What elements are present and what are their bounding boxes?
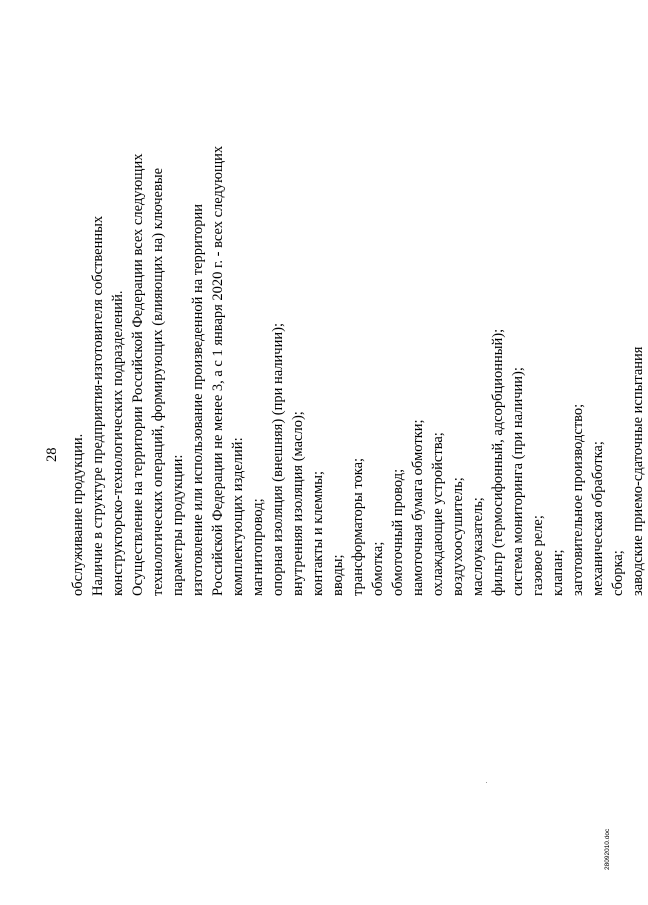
- text-line: внутренняя изоляция (масло);: [290, 411, 306, 596]
- footer-file-code: 28092010.doc: [604, 828, 611, 870]
- text-line: вводы;: [330, 554, 346, 596]
- text-line: клапан;: [550, 549, 566, 596]
- text-line: обслуживание продукции.: [70, 433, 86, 596]
- text-line: система мониторинга (при наличии);: [510, 367, 526, 596]
- text-line: опорная изоляция (внешняя) (при наличии);: [270, 323, 286, 596]
- text-line: Российской Федерации не менее 3, а с 1 января 2020 г. - всех следующих: [210, 145, 226, 596]
- text-line: обмотка;: [370, 541, 386, 596]
- text-line: параметры продукции:: [170, 454, 186, 596]
- text-line: охлаждающие устройства;: [430, 432, 446, 596]
- text-line: фильтр (термосифонный, адсорбционный);: [490, 328, 506, 596]
- text-line: конструкторско-технологических подразделений.: [110, 290, 126, 596]
- text-line: трансформаторы тока;: [350, 457, 366, 596]
- scan-speck: [486, 782, 487, 783]
- text-line: намоточная бумага обмотки;: [410, 419, 426, 596]
- document-text-block: [68, 76, 646, 596]
- text-line: механическая обработка;: [590, 441, 606, 596]
- text-line: изготовление или использование произведенной на территории: [190, 204, 206, 596]
- page-number: 28: [44, 447, 60, 462]
- text-line: заготовительное производство;: [570, 403, 586, 596]
- text-line: контакты и клеммы;: [310, 470, 326, 596]
- text-line: воздухоосушитель;: [450, 477, 466, 596]
- text-line: газовое реле;: [530, 515, 546, 596]
- text-line: заводские приемо-сдаточные испытания: [630, 346, 646, 596]
- text-line: сборка;: [610, 550, 626, 596]
- text-line: магнитопровод;: [250, 498, 266, 596]
- text-line: маслоуказатель;: [470, 497, 486, 596]
- text-line: обмоточный провод;: [390, 468, 406, 596]
- text-line: комплектующих изделий:: [230, 437, 246, 596]
- text-line: Осуществление на территории Российской Федерации всех следующих: [130, 153, 146, 596]
- text-line: Наличие в структуре предприятия-изготовителя собственных: [90, 215, 106, 596]
- text-line: технологических операций, формирующих (влияющих на) ключевые: [150, 167, 166, 596]
